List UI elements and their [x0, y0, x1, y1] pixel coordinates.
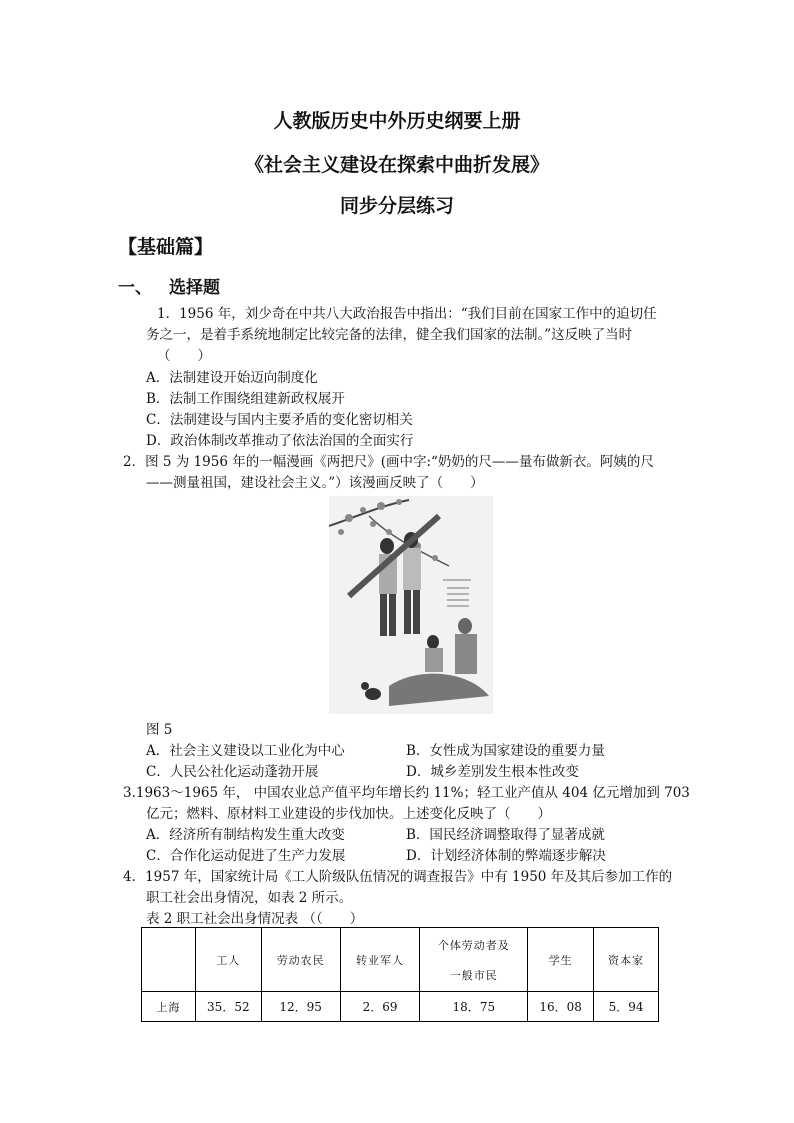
q1-option-c: C．法制建设与国内主要矛盾的变化密切相关	[146, 412, 413, 428]
table-header-cell: 转业军人	[340, 928, 420, 992]
q3-option-d: D．计划经济体制的弊端逐步解决	[406, 848, 606, 864]
part-number: 一、	[118, 278, 152, 298]
q3-stem-line2: 亿元；燃料、原材料工业建设的步伐加快。上述变化反映了（ ）	[146, 806, 551, 822]
q3-stem-line1: 3.1963～1965 年， 中国农业总产值平均年增长约 11%；轻工业产值从 404 亿元增加到 703	[123, 785, 690, 801]
q1-option-d: D．政治体制改革推动了依法治国的全面实行	[146, 433, 414, 449]
table-header-cell: 工人	[195, 928, 261, 992]
table-cell: 18．75	[420, 992, 528, 1022]
part-title: 选择题	[169, 278, 220, 298]
q3-option-b: B．国民经济调整取得了显著成就	[406, 827, 605, 843]
q1-stem-line3: （ ）	[157, 348, 211, 364]
table-cell: 2．69	[340, 992, 420, 1022]
table-header-row	[142, 928, 659, 992]
table-header-cell: 资本家	[594, 928, 659, 992]
q2-option-d: D．城乡差别发生根本性改变	[406, 764, 579, 780]
q3-option-c: C．合作化运动促进了生产力发展	[146, 848, 346, 864]
table-cell: 5．94	[594, 992, 659, 1022]
q1-option-b: B．法制工作围绕组建新政权展开	[146, 391, 345, 407]
table-cell: 12．95	[261, 992, 340, 1022]
q2-option-c: C．人民公社化运动蓬勃开展	[146, 764, 319, 780]
table-header-line: 一般市民	[449, 968, 498, 982]
q2-option-a: A．社会主义建设以工业化为中心	[146, 743, 345, 759]
q2-stem-line2: ——测量祖国，建设社会主义。”）该漫画反映了（ ）	[146, 475, 484, 491]
q3-option-a: A．经济所有制结构发生重大改变	[146, 827, 345, 843]
q4-table-caption: 表 2 职工社会出身情况表 （（ ）	[146, 911, 364, 927]
q4-stem-line2: 职工社会出身情况，如表 2 所示。	[146, 890, 353, 906]
table-header-cell: 学生	[528, 928, 594, 992]
document-subtitle-2: 同步分层练习	[339, 195, 454, 217]
table-header-cell-multiline	[420, 928, 528, 992]
q1-option-a: A．法制建设开始迈向制度化	[146, 370, 318, 386]
table-header-cell	[142, 928, 196, 992]
document-title: 人教版历史中外历史纲要上册	[273, 110, 521, 132]
q4-stem-line1: 4．1957 年，国家统计局《工人阶级队伍情况的调查报告》中有 1950 年及其后参加工作的	[123, 869, 673, 885]
table-header-cell: 劳动农民	[261, 928, 340, 992]
table-cell: 上海	[142, 992, 196, 1022]
table-cell: 35．52	[195, 992, 261, 1022]
table-cell: 16．08	[528, 992, 594, 1022]
q1-stem-line1: 1．1956 年，刘少奇在中共八大政治报告中指出：“我们目前在国家工作中的迫切任	[157, 306, 657, 322]
table-header-line: 个体劳动者及	[437, 938, 510, 952]
table-row	[142, 992, 659, 1022]
origin-table	[141, 927, 659, 1022]
cartoon-image	[329, 496, 493, 714]
q2-figure-caption: 图 5	[146, 722, 173, 738]
q1-stem-line2: 务之一，是着手系统地制定比较完备的法律，健全我们国家的法制。”这反映了当时	[146, 327, 633, 343]
document-subtitle: 《社会主义建设在探索中曲折发展》	[244, 154, 549, 176]
section-basic: 【基础篇】	[118, 236, 214, 258]
q2-option-b: B．女性成为国家建设的重要力量	[406, 743, 605, 759]
q2-stem-line1: 2．图 5 为 1956 年的一幅漫画《两把尺》(画中字:“奶奶的尺——量布做新衣。阿姨的尺	[123, 454, 654, 470]
